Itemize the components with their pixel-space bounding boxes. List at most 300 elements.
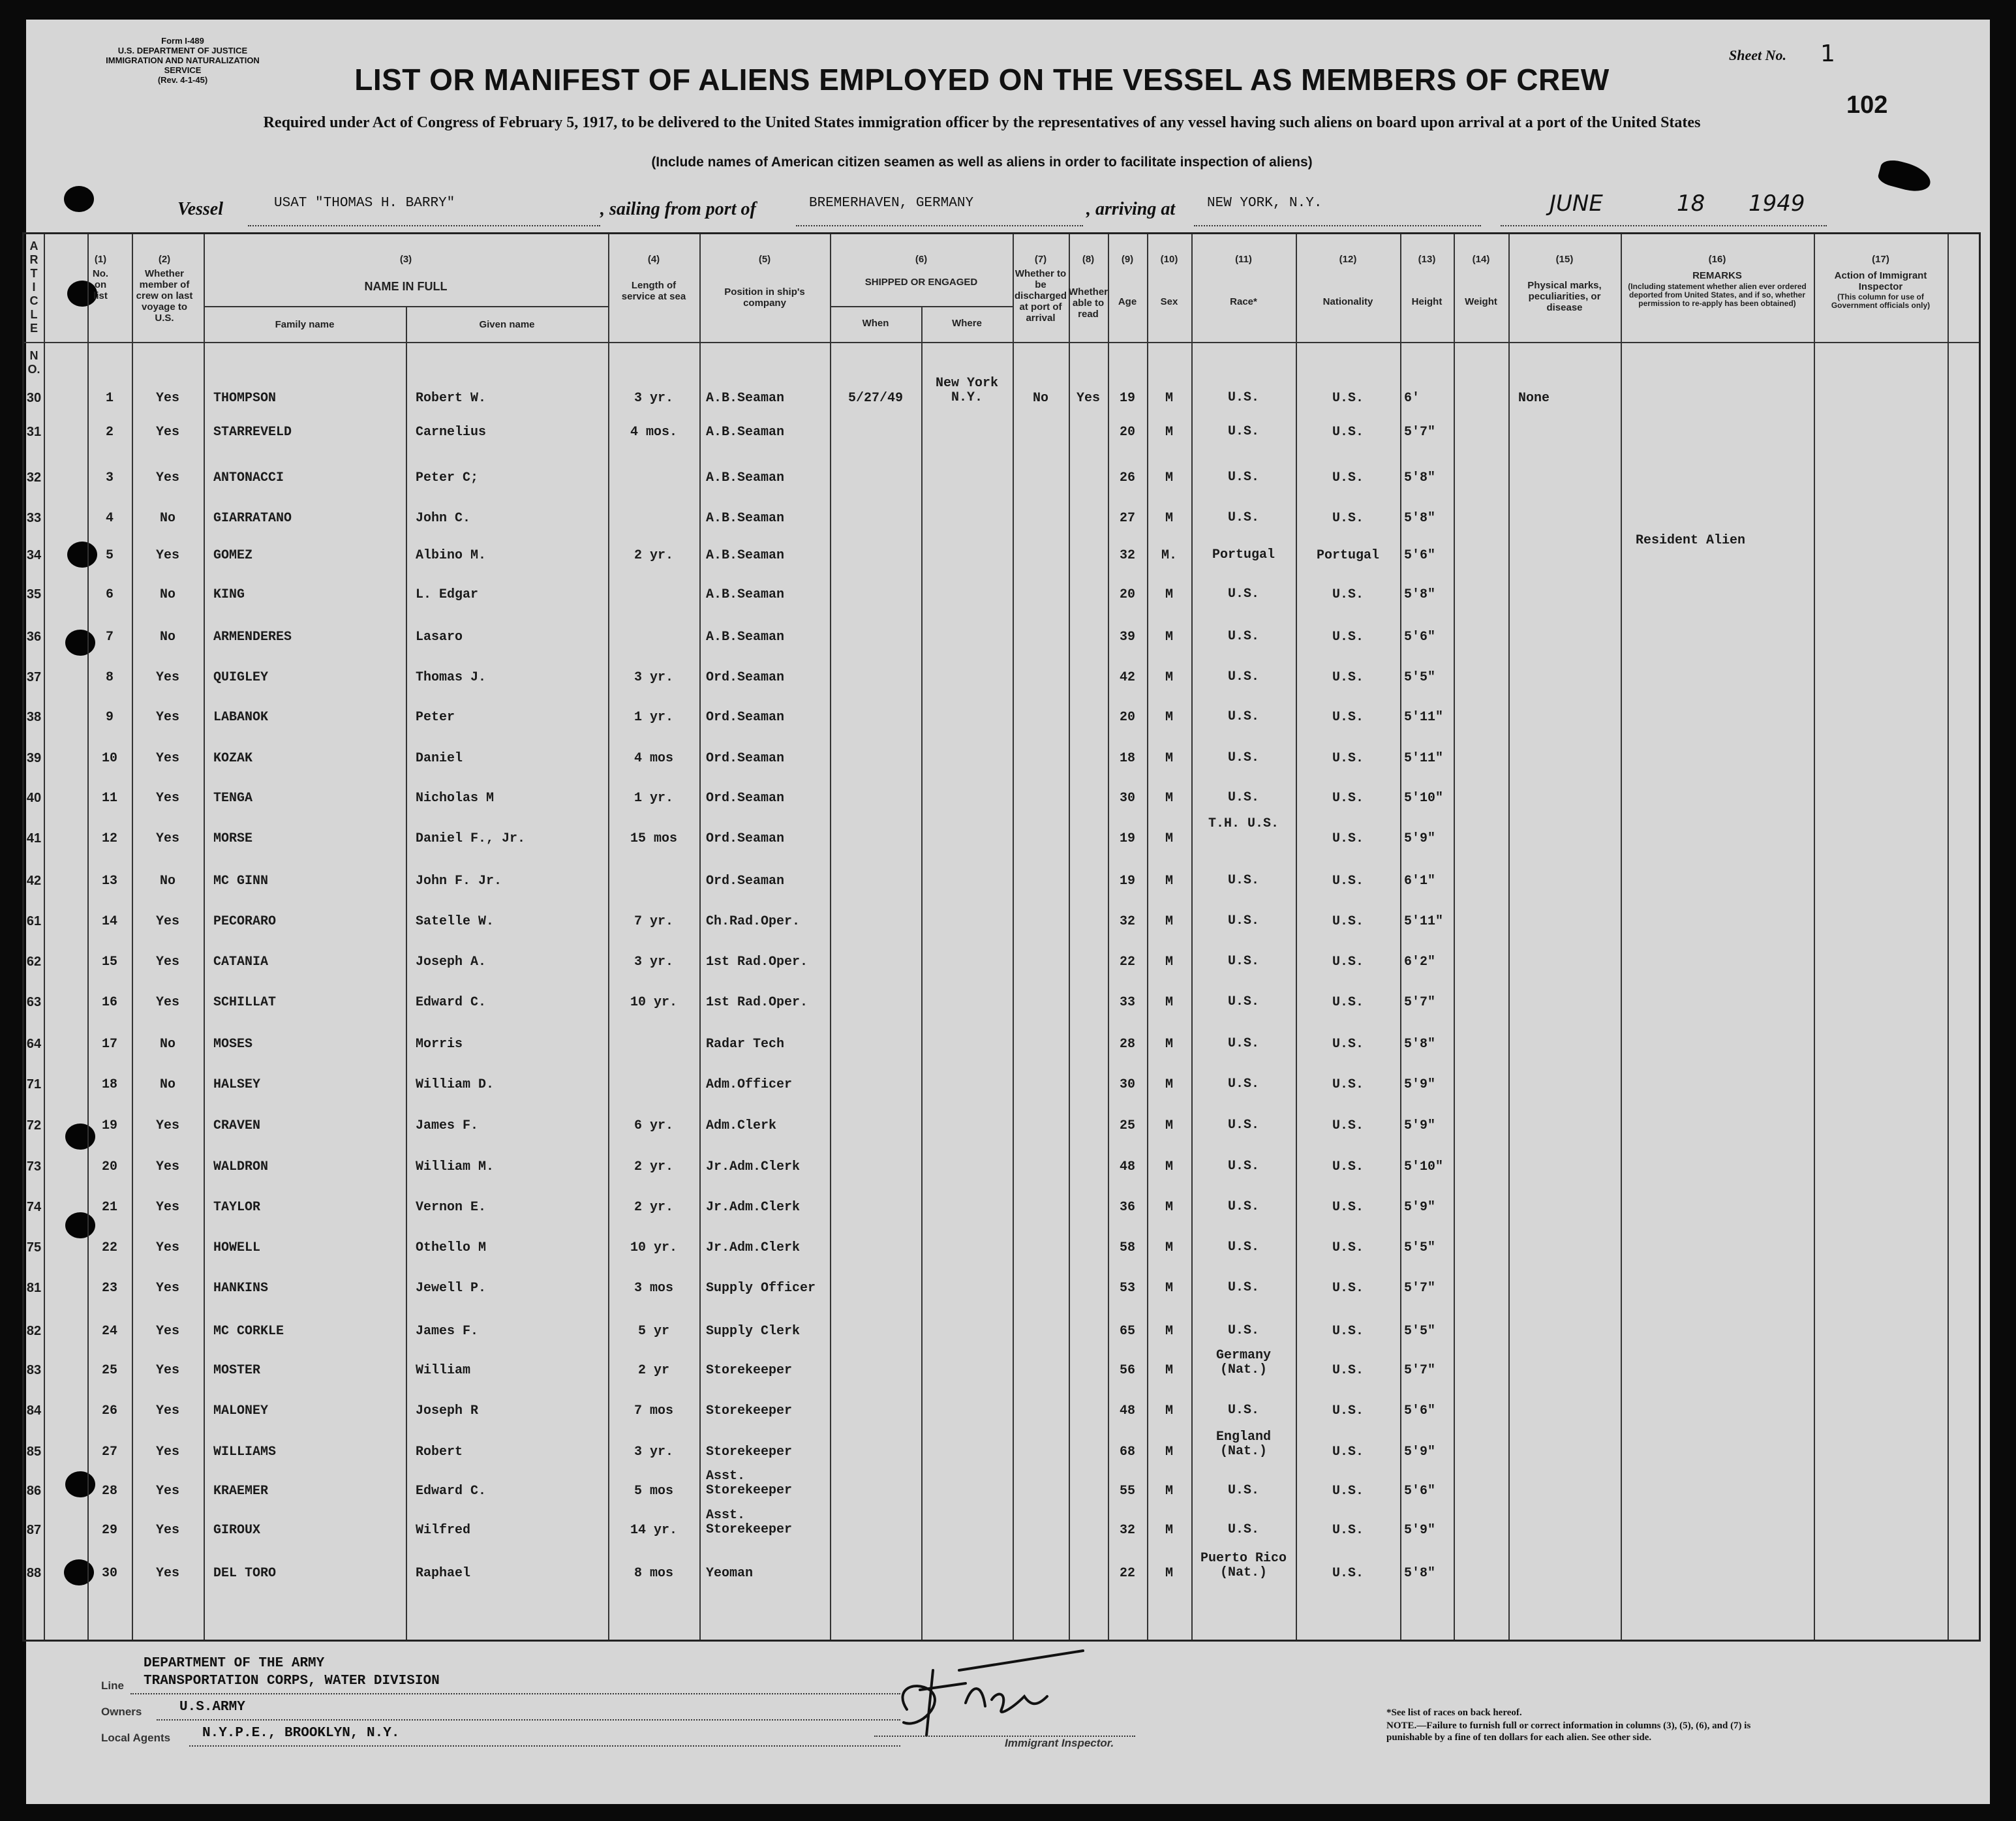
cell-position: 1st Rad.Oper. bbox=[706, 955, 808, 970]
header-c13-number: (13) bbox=[1418, 254, 1436, 265]
cell-nat: U.S. bbox=[1332, 470, 1364, 485]
cell-sex: M bbox=[1165, 955, 1173, 970]
subheader-rule bbox=[204, 306, 608, 307]
cell-length: 6 yr. bbox=[634, 1118, 673, 1133]
cell-given: Morris bbox=[416, 1037, 463, 1052]
cell-family: WALDRON bbox=[213, 1159, 269, 1174]
header-race: Race* bbox=[1230, 296, 1257, 307]
cell-sex: M bbox=[1165, 1566, 1173, 1581]
cell-length: 14 yr. bbox=[630, 1523, 677, 1538]
column-rule bbox=[830, 234, 831, 1640]
cell-length: 1 yr. bbox=[634, 710, 673, 725]
cell-article: 34 bbox=[26, 548, 42, 562]
cell-nat: U.S. bbox=[1332, 587, 1364, 602]
cell-article: 86 bbox=[26, 1484, 42, 1498]
cell-age: 26 bbox=[1119, 470, 1135, 485]
cell-race: U.S. bbox=[1227, 750, 1259, 765]
arrival-year: 1949 bbox=[1749, 191, 1805, 217]
cell-race: U.S. bbox=[1227, 424, 1259, 439]
cell-family: GOMEZ bbox=[213, 548, 253, 563]
column-rule bbox=[1108, 234, 1109, 1640]
cell-length: 3 yr. bbox=[634, 1445, 673, 1460]
cell-nat: U.S. bbox=[1332, 831, 1364, 846]
header-article: A R T I C L E N O. bbox=[27, 239, 40, 376]
cell-height: 6' bbox=[1404, 391, 1420, 406]
cell-nat: U.S. bbox=[1332, 1200, 1364, 1215]
cell-given: Robert W. bbox=[416, 391, 487, 406]
sheet-number-label: Sheet No. bbox=[1729, 47, 1786, 63]
cell-given: Edward C. bbox=[416, 1484, 487, 1499]
header-c7-number: (7) bbox=[1034, 254, 1047, 265]
header-where: Where bbox=[952, 318, 982, 329]
cell-family: GIARRATANO bbox=[213, 511, 292, 526]
cell-last: Yes bbox=[155, 1159, 179, 1174]
cell-nat: Portugal bbox=[1316, 548, 1379, 563]
cell-given: Joseph R bbox=[416, 1403, 479, 1418]
cell-position: A.B.Seaman bbox=[706, 587, 785, 602]
cell-height: 5'5" bbox=[1404, 1324, 1436, 1339]
cell-given: Peter bbox=[416, 710, 455, 725]
cell-race: U.S. bbox=[1227, 1240, 1259, 1255]
header-position: Position in ship's company bbox=[724, 286, 805, 309]
header-rule bbox=[24, 342, 1979, 343]
page-title: LIST OR MANIFEST OF ALIENS EMPLOYED ON THE VESSEL AS MEMBERS OF CREW bbox=[354, 63, 1610, 97]
cell-age: 39 bbox=[1119, 630, 1135, 645]
cell-sex: M bbox=[1165, 511, 1173, 526]
cell-nat: U.S. bbox=[1332, 995, 1364, 1010]
cell-last: No bbox=[159, 1077, 176, 1092]
cell-age: 28 bbox=[1119, 1037, 1135, 1052]
cell-sex: M bbox=[1165, 1077, 1173, 1092]
column-rule bbox=[1069, 234, 1070, 1640]
cell-nat: U.S. bbox=[1332, 791, 1364, 806]
cell-sex: M bbox=[1165, 470, 1173, 485]
cell-no: 21 bbox=[101, 1200, 117, 1215]
cell-no: 1 bbox=[105, 391, 114, 406]
cell-last: Yes bbox=[155, 548, 179, 563]
cell-age: 19 bbox=[1119, 874, 1135, 889]
header-name-in-full: NAME IN FULL bbox=[364, 280, 448, 293]
header-c17-number: (17) bbox=[1872, 254, 1889, 265]
cell-height: 5'7" bbox=[1404, 995, 1436, 1010]
column-rule bbox=[1621, 234, 1622, 1640]
cell-length: 4 mos bbox=[634, 751, 673, 766]
race-note: *See list of races on back hereof. bbox=[1386, 1707, 1522, 1718]
header-c8-number: (8) bbox=[1082, 254, 1095, 265]
cell-position: Ch.Rad.Oper. bbox=[706, 914, 801, 929]
cell-nat: U.S. bbox=[1332, 710, 1364, 725]
cell-height: 5'6" bbox=[1404, 1484, 1436, 1499]
cell-no: 28 bbox=[101, 1484, 117, 1499]
column-rule bbox=[1296, 234, 1297, 1640]
cell-given: John C. bbox=[416, 511, 471, 526]
cell-last: Yes bbox=[155, 670, 179, 685]
agents-label: Local Agents bbox=[101, 1732, 171, 1744]
cell-race: U.S. bbox=[1227, 470, 1259, 485]
cell-height: 5'9" bbox=[1404, 1200, 1436, 1215]
cell-last: Yes bbox=[155, 1281, 179, 1296]
cell-last: Yes bbox=[155, 831, 179, 846]
cell-given: Wilfred bbox=[416, 1523, 471, 1538]
header-discharged: Whether to be discharged at port of arrival bbox=[1014, 268, 1067, 324]
cell-no: 17 bbox=[101, 1037, 117, 1052]
cell-family: HALSEY bbox=[213, 1077, 261, 1092]
cell-article: 30 bbox=[26, 391, 42, 405]
cell-height: 5'6" bbox=[1404, 548, 1436, 563]
form-department: U.S. DEPARTMENT OF JUSTICE bbox=[117, 46, 248, 55]
cell-no: 29 bbox=[101, 1523, 117, 1538]
cell-article: 38 bbox=[26, 710, 42, 724]
cell-length: 2 yr. bbox=[634, 1200, 673, 1215]
cell-sex: M bbox=[1165, 914, 1173, 929]
header-inspector-action: Action of Immigrant Inspector bbox=[1834, 270, 1927, 292]
cell-sex: M bbox=[1165, 1240, 1173, 1255]
cell-position: Ord.Seaman bbox=[706, 874, 785, 889]
cell-age: 27 bbox=[1119, 511, 1135, 526]
cell-article: 61 bbox=[26, 914, 42, 928]
cell-no: 30 bbox=[101, 1566, 117, 1581]
cell-age: 42 bbox=[1119, 670, 1135, 685]
cell-length: 7 yr. bbox=[634, 914, 673, 929]
cell-age: 48 bbox=[1119, 1159, 1135, 1174]
column-rule bbox=[608, 234, 609, 1640]
arrival-day: 18 bbox=[1677, 191, 1705, 217]
column-rule bbox=[1814, 234, 1815, 1640]
cell-age: 20 bbox=[1119, 710, 1135, 725]
cell-age: 19 bbox=[1119, 391, 1135, 406]
cell-length: 10 yr. bbox=[630, 995, 677, 1010]
subheader-rule bbox=[830, 306, 1013, 307]
cell-race: U.S. bbox=[1227, 873, 1259, 888]
cell-height: 5'8" bbox=[1404, 511, 1436, 526]
cell-article: 31 bbox=[26, 425, 42, 439]
cell-sex: M bbox=[1165, 391, 1173, 406]
cell-height: 5'11" bbox=[1404, 751, 1444, 766]
cell-race: U.S. bbox=[1227, 1077, 1259, 1092]
cell-age: 55 bbox=[1119, 1484, 1135, 1499]
cell-no: 24 bbox=[101, 1324, 117, 1339]
cell-last: Yes bbox=[155, 914, 179, 929]
cell-article: 32 bbox=[26, 470, 42, 485]
cell-sex: M bbox=[1165, 1281, 1173, 1296]
cell-last: Yes bbox=[155, 1324, 179, 1339]
cell-family: MC GINN bbox=[213, 874, 269, 889]
cell-last: Yes bbox=[155, 955, 179, 970]
cell-position: Ord.Seaman bbox=[706, 791, 785, 806]
header-c14-number: (14) bbox=[1472, 254, 1490, 265]
cell-race: U.S. bbox=[1227, 1522, 1259, 1537]
cell-sex: M bbox=[1165, 1523, 1173, 1538]
cell-sex: M bbox=[1165, 1403, 1173, 1418]
cell-age: 20 bbox=[1119, 587, 1135, 602]
line-label: Line bbox=[101, 1679, 124, 1692]
cell-age: 65 bbox=[1119, 1324, 1135, 1339]
cell-last: Yes bbox=[155, 995, 179, 1010]
header-weight: Weight bbox=[1465, 296, 1497, 307]
cell-height: 5'8" bbox=[1404, 1037, 1436, 1052]
header-last-voyage: Whether member of crew on last voyage to U.S. bbox=[136, 268, 193, 324]
form-number: Form I-489 bbox=[161, 36, 204, 46]
cell-last: No bbox=[159, 1037, 176, 1052]
arriving-label: , arriving at bbox=[1086, 199, 1176, 219]
cell-age: 25 bbox=[1119, 1118, 1135, 1133]
cell-no: 10 bbox=[101, 751, 117, 766]
cell-article: 85 bbox=[26, 1445, 42, 1459]
cell-no: 14 bbox=[101, 914, 117, 929]
cell-no: 23 bbox=[101, 1281, 117, 1296]
vessel-name: USAT "THOMAS H. BARRY" bbox=[274, 196, 455, 211]
cell-nat: U.S. bbox=[1332, 425, 1364, 440]
cell-position: Jr.Adm.Clerk bbox=[706, 1159, 801, 1174]
penalty-note: NOTE.—Failure to furnish full or correct information in columns (3), (5), (6), and (7) is punishable by a fine of ten dollars for each alien. See other side. bbox=[1386, 1721, 1751, 1743]
column-rule bbox=[921, 306, 923, 1640]
cell-where: New York N.Y. bbox=[935, 376, 998, 405]
cell-family: CRAVEN bbox=[213, 1118, 261, 1133]
sailing-from-label: , sailing from port of bbox=[600, 199, 756, 219]
cell-race: Germany (Nat.) bbox=[1215, 1348, 1271, 1377]
cell-given: L. Edgar bbox=[416, 587, 479, 602]
cell-given: Edward C. bbox=[416, 995, 487, 1010]
cell-no: 9 bbox=[105, 710, 114, 725]
cell-height: 5'7" bbox=[1404, 425, 1436, 440]
cell-nat: U.S. bbox=[1332, 1484, 1364, 1499]
cell-length: 15 mos bbox=[630, 831, 677, 846]
cell-family: GIROUX bbox=[213, 1523, 261, 1538]
cell-family: HANKINS bbox=[213, 1281, 269, 1296]
cell-age: 22 bbox=[1119, 1566, 1135, 1581]
cell-position: A.B.Seaman bbox=[706, 511, 785, 526]
cell-height: 5'11" bbox=[1404, 710, 1444, 725]
cell-nat: U.S. bbox=[1332, 751, 1364, 766]
cell-age: 32 bbox=[1119, 1523, 1135, 1538]
cell-family: ANTONACCI bbox=[213, 470, 284, 485]
cell-no: 5 bbox=[105, 548, 114, 563]
legal-subtitle: Required under Act of Congress of February 5, 1917, to be delivered to the United States immigration officer by the representatives of any vessel having such aliens on board upon arrival at a port of the United States bbox=[263, 114, 1701, 131]
cell-nat: U.S. bbox=[1332, 1281, 1364, 1296]
cell-length: 3 mos bbox=[634, 1281, 673, 1296]
cell-given: James F. bbox=[416, 1324, 479, 1339]
cell-nat: U.S. bbox=[1332, 391, 1364, 406]
cell-height: 5'7" bbox=[1404, 1281, 1436, 1296]
cell-nat: U.S. bbox=[1332, 630, 1364, 645]
header-c5-number: (5) bbox=[758, 254, 771, 265]
cell-sex: M bbox=[1165, 995, 1173, 1010]
cell-family: THOMPSON bbox=[213, 391, 277, 406]
cell-article: 81 bbox=[26, 1281, 42, 1295]
cell-height: 6'1" bbox=[1404, 874, 1436, 889]
header-nationality: Nationality bbox=[1322, 296, 1373, 307]
cell-length: 4 mos. bbox=[630, 425, 677, 440]
cell-article: 41 bbox=[26, 831, 42, 846]
header-c2-number: (2) bbox=[158, 254, 171, 265]
cell-height: 5'8" bbox=[1404, 470, 1436, 485]
cell-race: U.S. bbox=[1227, 913, 1259, 928]
cell-sex: M bbox=[1165, 1037, 1173, 1052]
cell-sex: M bbox=[1165, 831, 1173, 846]
cell-height: 5'6" bbox=[1404, 1403, 1436, 1418]
cell-given: Daniel bbox=[416, 751, 463, 766]
cell-last: Yes bbox=[155, 470, 179, 485]
cell-given: Daniel F., Jr. bbox=[416, 831, 526, 846]
cell-given: William bbox=[416, 1363, 471, 1378]
cell-length: 2 yr. bbox=[634, 1159, 673, 1174]
cell-article: 36 bbox=[26, 630, 42, 644]
cell-given: Satelle W. bbox=[416, 914, 495, 929]
cell-race: U.S. bbox=[1227, 1483, 1259, 1498]
page-number: 102 bbox=[1846, 91, 1888, 119]
arrival-port: NEW YORK, N.Y. bbox=[1207, 196, 1322, 211]
cell-family: TENGA bbox=[213, 791, 253, 806]
cell-sex: M bbox=[1165, 1118, 1173, 1133]
cell-position: Supply Clerk bbox=[706, 1324, 801, 1339]
cell-position: 1st Rad.Oper. bbox=[706, 995, 808, 1010]
cell-last: Yes bbox=[155, 791, 179, 806]
header-c6-number: (6) bbox=[915, 254, 928, 265]
cell-article: 72 bbox=[26, 1118, 42, 1133]
cell-sex: M bbox=[1165, 874, 1173, 889]
cell-family: PECORARO bbox=[213, 914, 277, 929]
cell-age: 22 bbox=[1119, 955, 1135, 970]
cell-article: 74 bbox=[26, 1200, 42, 1214]
cell-race: U.S. bbox=[1227, 1403, 1259, 1418]
cell-read: Yes bbox=[1076, 391, 1100, 406]
cell-last: Yes bbox=[155, 1403, 179, 1418]
cell-age: 32 bbox=[1119, 548, 1135, 563]
cell-race: U.S. bbox=[1227, 629, 1259, 644]
cell-sex: M bbox=[1165, 670, 1173, 685]
cell-disch: No bbox=[1032, 391, 1048, 406]
cell-nat: U.S. bbox=[1332, 1566, 1364, 1581]
cell-height: 5'9" bbox=[1404, 1445, 1436, 1460]
cell-age: 20 bbox=[1119, 425, 1135, 440]
header-c16-number: (16) bbox=[1708, 254, 1726, 265]
cell-length: 8 mos bbox=[634, 1566, 673, 1581]
cell-position: Jr.Adm.Clerk bbox=[706, 1240, 801, 1255]
cell-race: Portugal bbox=[1212, 547, 1275, 562]
cell-position: A.B.Seaman bbox=[706, 630, 785, 645]
cell-race: U.S. bbox=[1227, 510, 1259, 525]
cell-age: 53 bbox=[1119, 1281, 1135, 1296]
cell-given: James F. bbox=[416, 1118, 479, 1133]
column-rule bbox=[132, 234, 133, 1640]
header-height: Height bbox=[1411, 296, 1443, 307]
cell-family: MOSTER bbox=[213, 1363, 261, 1378]
column-rule bbox=[1508, 234, 1510, 1640]
cell-position: A.B.Seaman bbox=[706, 391, 785, 406]
cell-no: 12 bbox=[101, 831, 117, 846]
header-physical-marks: Physical marks, peculiarities, or disease bbox=[1527, 280, 1602, 313]
header-c12-number: (12) bbox=[1339, 254, 1357, 265]
column-rule bbox=[406, 306, 407, 1640]
cell-sex: M bbox=[1165, 1324, 1173, 1339]
cell-position: Ord.Seaman bbox=[706, 831, 785, 846]
cell-family: QUIGLEY bbox=[213, 670, 269, 685]
cell-age: 33 bbox=[1119, 995, 1135, 1010]
cell-height: 5'9" bbox=[1404, 1523, 1436, 1538]
cell-family: ARMENDERES bbox=[213, 630, 292, 645]
cell-position: A.B.Seaman bbox=[706, 470, 785, 485]
cell-article: 64 bbox=[26, 1037, 42, 1051]
cell-no: 25 bbox=[101, 1363, 117, 1378]
column-rule bbox=[1013, 234, 1014, 1640]
cell-article: 37 bbox=[26, 670, 42, 684]
cell-no: 13 bbox=[101, 874, 117, 889]
column-rule bbox=[87, 234, 89, 1640]
arrival-month: JUNE bbox=[1550, 191, 1603, 217]
header-c11-number: (11) bbox=[1235, 254, 1252, 265]
cell-height: 5'9" bbox=[1404, 831, 1436, 846]
column-rule bbox=[1147, 234, 1148, 1640]
cell-sex: M bbox=[1165, 1200, 1173, 1215]
cell-family: KOZAK bbox=[213, 751, 253, 766]
cell-race: T.H. U.S. bbox=[1208, 816, 1279, 831]
cell-family: MOSES bbox=[213, 1037, 253, 1052]
cell-family: KRAEMER bbox=[213, 1484, 269, 1499]
cell-family: LABANOK bbox=[213, 710, 269, 725]
column-rule bbox=[699, 234, 701, 1640]
cell-last: No bbox=[159, 511, 176, 526]
cell-last: Yes bbox=[155, 1240, 179, 1255]
cell-last: Yes bbox=[155, 1200, 179, 1215]
cell-last: Yes bbox=[155, 751, 179, 766]
cell-position: Jr.Adm.Clerk bbox=[706, 1200, 801, 1215]
cell-article: 84 bbox=[26, 1403, 42, 1418]
cell-given: Joseph A. bbox=[416, 955, 487, 970]
header-c3-number: (3) bbox=[399, 254, 412, 265]
cell-given: Raphael bbox=[416, 1566, 471, 1581]
cell-race: Puerto Rico (Nat.) bbox=[1200, 1551, 1287, 1580]
cell-sex: M bbox=[1165, 630, 1173, 645]
cell-last: Yes bbox=[155, 1445, 179, 1460]
header-family-name: Family name bbox=[275, 319, 335, 330]
header-no-on-list: No. on list bbox=[92, 268, 109, 301]
cell-given: John F. Jr. bbox=[416, 874, 502, 889]
cell-race: U.S. bbox=[1227, 390, 1259, 405]
cell-height: 5'11" bbox=[1404, 914, 1444, 929]
cell-article: 35 bbox=[26, 587, 42, 602]
cell-height: 6'2" bbox=[1404, 955, 1436, 970]
line-value-1: DEPARTMENT OF THE ARMY bbox=[144, 1656, 325, 1671]
cell-race: U.S. bbox=[1227, 1280, 1259, 1295]
cell-given: Jewell P. bbox=[416, 1281, 487, 1296]
form-service: IMMIGRATION AND NATURALIZATION SERVICE bbox=[106, 55, 260, 75]
cell-race: U.S. bbox=[1227, 954, 1259, 969]
cell-sex: M bbox=[1165, 710, 1173, 725]
cell-nat: U.S. bbox=[1332, 1324, 1364, 1339]
cell-age: 48 bbox=[1119, 1403, 1135, 1418]
cell-given: William D. bbox=[416, 1077, 495, 1092]
cell-no: 22 bbox=[101, 1240, 117, 1255]
cell-article: 42 bbox=[26, 874, 42, 888]
cell-position: Radar Tech bbox=[706, 1037, 785, 1052]
agents-value: N.Y.P.E., BROOKLYN, N.Y. bbox=[202, 1726, 400, 1741]
header-inspector-note: (This column for use of Government officials only) bbox=[1831, 292, 1931, 310]
cell-when: 5/27/49 bbox=[848, 391, 903, 406]
cell-family: MORSE bbox=[213, 831, 253, 846]
vessel-label: Vessel bbox=[177, 199, 223, 219]
cell-article: 88 bbox=[26, 1566, 42, 1580]
cell-race: U.S. bbox=[1227, 1036, 1259, 1051]
cell-length: 2 yr bbox=[637, 1363, 669, 1378]
cell-no: 3 bbox=[105, 470, 114, 485]
cell-position: Ord.Seaman bbox=[706, 710, 785, 725]
cell-article: 71 bbox=[26, 1077, 42, 1092]
header-given-name: Given name bbox=[479, 319, 535, 330]
cell-no: 26 bbox=[101, 1403, 117, 1418]
column-rule bbox=[1400, 234, 1401, 1640]
column-rule bbox=[1191, 234, 1193, 1640]
cell-height: 5'7" bbox=[1404, 1363, 1436, 1378]
